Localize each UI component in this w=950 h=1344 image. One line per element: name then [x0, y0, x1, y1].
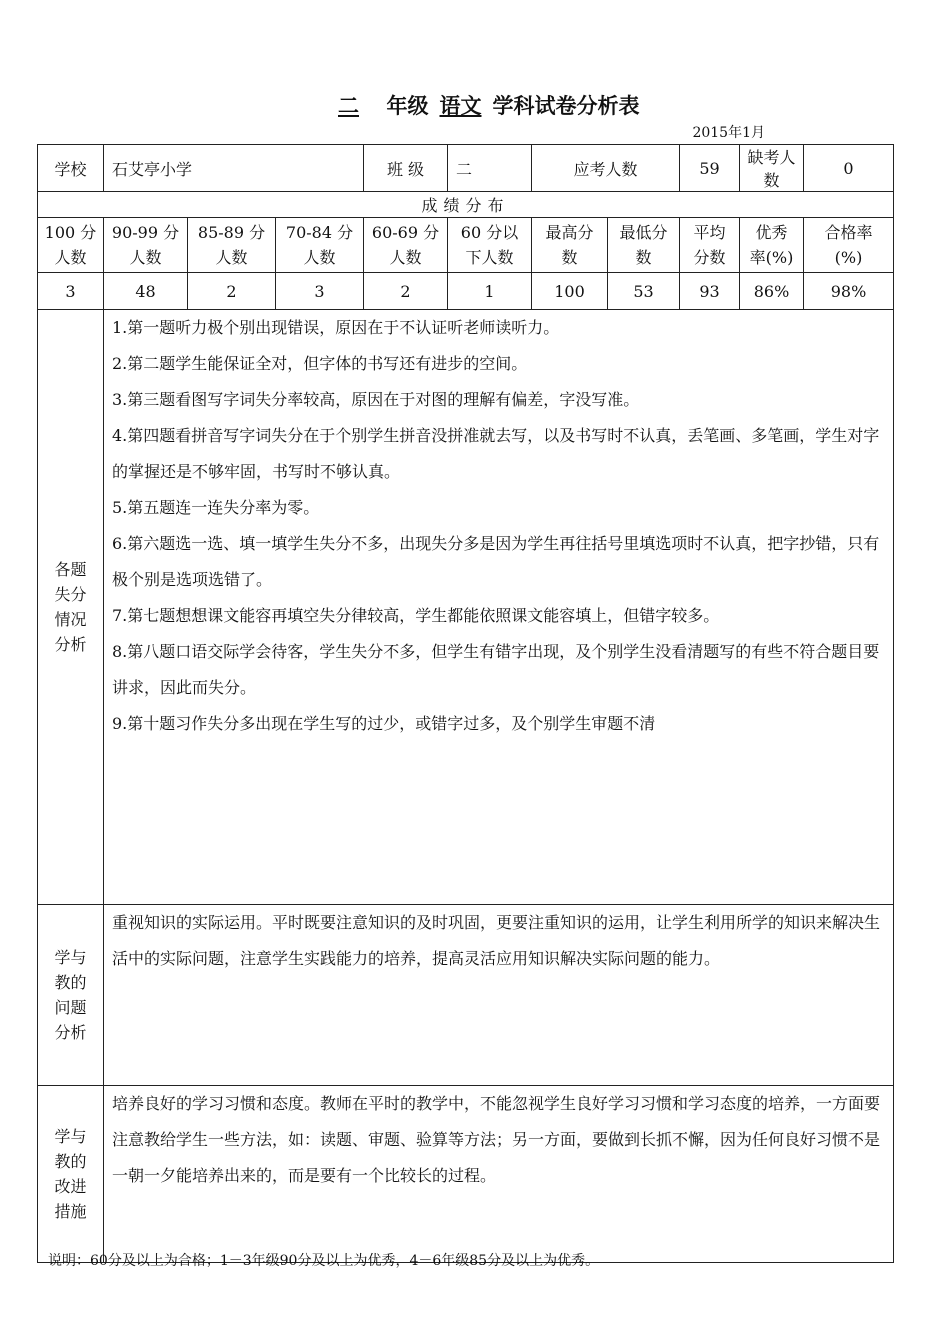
examinees-value: 59: [680, 145, 740, 192]
class-value: 二: [448, 145, 532, 192]
analysis-item: 1.第一题听力极个别出现错误，原因在于不认证听老师读听力。: [112, 318, 560, 337]
examinees-label: 应考人数: [532, 145, 680, 192]
column-header-row: [38, 218, 894, 273]
values-row: [38, 273, 894, 310]
class-label: 班 级: [364, 145, 448, 192]
header-row: [38, 145, 894, 192]
analysis-item: 5.第五题连一连失分率为零。: [112, 498, 320, 517]
column-header: 85-89 分 人数: [188, 218, 276, 273]
distribution-title-row: [38, 192, 894, 218]
analysis-table: [37, 144, 894, 1263]
problems-text: 重视知识的实际运用。平时既要注意知识的及时巩固，更要注重知识的运用，让学生利用所学的知识来解决生活中的实际问题，注意学生实践能力的培养，提高灵活应用知识解决实际问题的能力。: [112, 913, 881, 968]
analysis-row: [38, 310, 894, 905]
value-cell: 98%: [804, 273, 894, 310]
value-cell: 86%: [740, 273, 804, 310]
value-cell: 3: [276, 273, 364, 310]
column-header: 100 分 人数: [38, 218, 104, 273]
analysis-item: 3.第三题看图写字词失分率较高，原因在于对图的理解有偏差，字没写准。: [112, 390, 640, 409]
absent-label: 缺考人数: [740, 145, 804, 192]
analysis-item: 7.第七题想想课文能容再填空失分律较高，学生都能依照课文能容填上，但错字较多。: [112, 606, 720, 625]
title-subject: 语文: [439, 94, 482, 118]
analysis-item: 6.第六题选一选、填一填学生失分不多，出现失分多是因为学生再往括号里填选项时不认真，把字抄错，只有极个别是选项选错了。: [112, 534, 880, 589]
page-title: [0, 90, 950, 120]
column-header: 90-99 分 人数: [104, 218, 188, 273]
value-cell: 48: [104, 273, 188, 310]
column-header: 优秀 率(%): [740, 218, 804, 273]
improvements-content: [104, 1086, 894, 1263]
analysis-content: [104, 310, 894, 905]
column-header: 最低分 数: [608, 218, 680, 273]
distribution-title: 成绩分布: [38, 192, 894, 218]
column-header: 合格率 (%): [804, 218, 894, 273]
analysis-item: 4.第四题看拼音写字词失分在于个别学生拼音没拼准就去写，以及书写时不认真，丢笔画、多笔画，学生对字的掌握还是不够牢固，书写时不够认真。: [112, 426, 880, 481]
absent-value: 0: [804, 145, 894, 192]
title-grade-suffix: 年级: [386, 94, 429, 118]
improvements-label: 学与 教的 改进 措施: [38, 1086, 104, 1263]
problems-label: 学与 教的 问题 分析: [38, 905, 104, 1086]
date-label: 2015年1月: [692, 125, 765, 141]
analysis-label: 各题 失分 情况 分析: [38, 310, 104, 905]
improvements-row: [38, 1086, 894, 1263]
problems-row: [38, 905, 894, 1086]
school-value: 石艾亭小学: [104, 145, 364, 192]
column-header: 60 分以 下人数: [448, 218, 532, 273]
value-cell: 2: [364, 273, 448, 310]
column-header: 平均 分数: [680, 218, 740, 273]
title-suffix: 学科试卷分析表: [492, 94, 640, 118]
value-cell: 1: [448, 273, 532, 310]
column-header: 60-69 分 人数: [364, 218, 448, 273]
footnote: 说明：60分及以上为合格；1－3年级90分及以上为优秀，4－6年级85分及以上为优秀。: [48, 1253, 600, 1269]
value-cell: 93: [680, 273, 740, 310]
value-cell: 3: [38, 273, 104, 310]
value-cell: 2: [188, 273, 276, 310]
school-label: 学校: [38, 145, 104, 192]
analysis-item: 8.第八题口语交际学会待客，学生失分不多，但学生有错字出现，及个别学生没看清题写的有些不符合题目要讲求，因此而失分。: [112, 642, 880, 697]
column-header: 70-84 分 人数: [276, 218, 364, 273]
improvements-text: 培养良好的学习习惯和态度。教师在平时的教学中，不能忽视学生良好学习习惯和学习态度的培养，一方面要注意教给学生一些方法，如：读题、审题、验算等方法；另一方面，要做到长抓不懈，因为任何良好习惯不是一朝一夕能培养出来的，而是要有一个比较长的过程。: [112, 1094, 881, 1185]
value-cell: 53: [608, 273, 680, 310]
title-grade: 二: [338, 94, 359, 118]
problems-content: [104, 905, 894, 1086]
analysis-item: 9.第十题习作失分多出现在学生写的过少，或错字过多，及个别学生审题不清: [112, 714, 656, 733]
column-header: 最高分 数: [532, 218, 608, 273]
analysis-item: 2.第二题学生能保证全对，但字体的书写还有进步的空间。: [112, 354, 528, 373]
value-cell: 100: [532, 273, 608, 310]
